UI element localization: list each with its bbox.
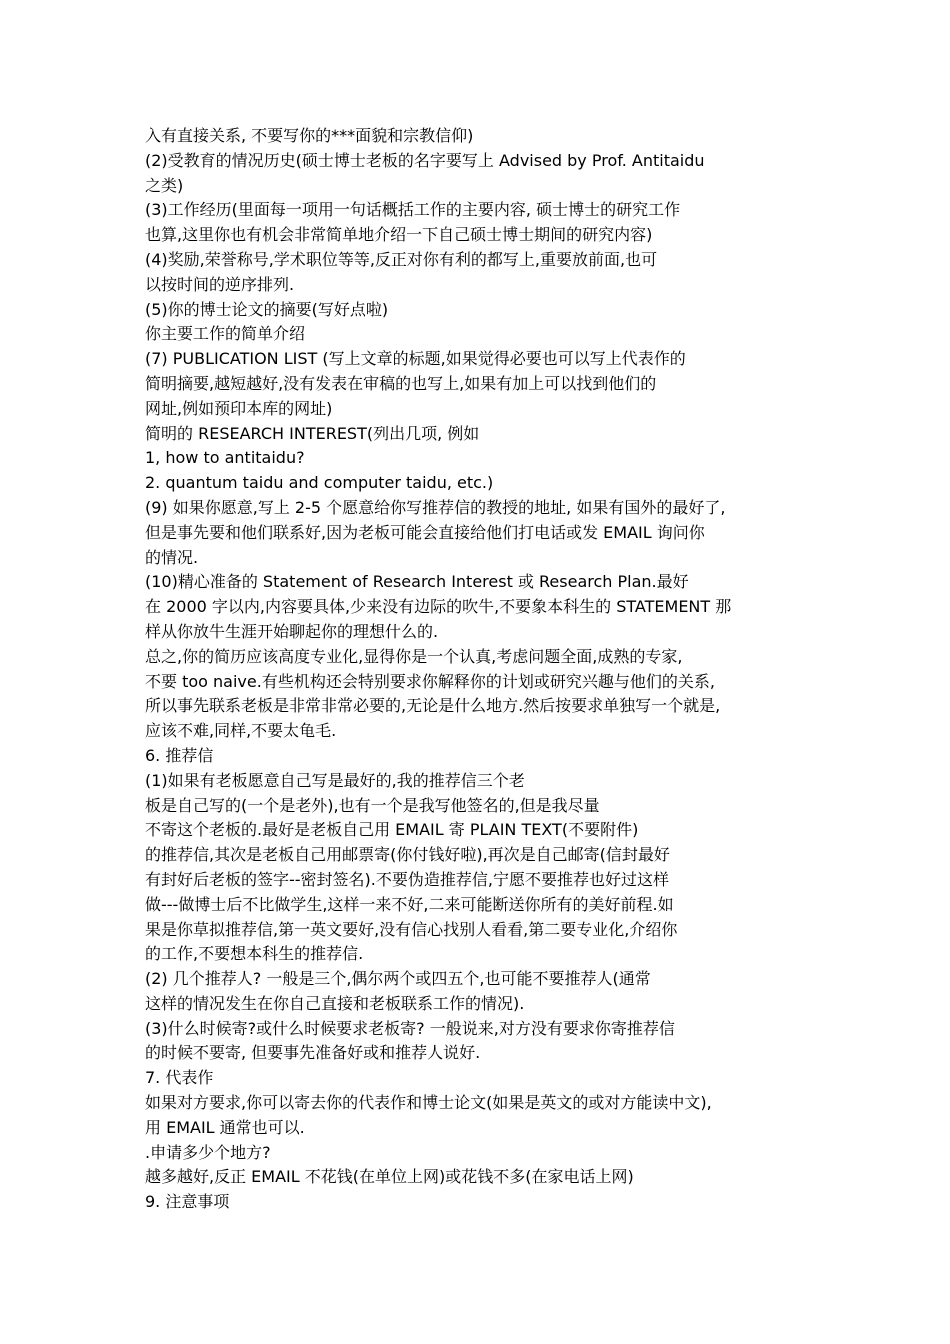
text-line: 越多越好,反正 EMAIL 不花钱(在单位上网)或花钱不多(在家电话上网) — [145, 1167, 634, 1187]
text-line: 不要 too naive.有些机构还会特别要求你解释你的计划或研究兴趣与他们的关系, — [145, 671, 715, 691]
section-heading: 7. 代表作 — [145, 1068, 214, 1088]
text-line: (9) 如果你愿意,写上 2-5 个愿意给你写推荐信的教授的地址, 如果有国外的最好了, — [145, 497, 726, 517]
document-body — [145, 124, 805, 1215]
text-line: 以按时间的逆序排列. — [145, 274, 295, 294]
text-line: (1)如果有老板愿意自己写是最好的,我的推荐信三个老 — [145, 770, 525, 790]
text-line: 1, how to antitaidu? — [145, 448, 305, 468]
text-line: 你主要工作的简单介绍 — [145, 324, 306, 344]
text-line: 做---做博士后不比做学生,这样一来不好,二来可能断送你所有的美好前程.如 — [145, 894, 674, 914]
text-line: 有封好后老板的签字--密封签名).不要伪造推荐信,宁愿不要推荐也好过这样 — [145, 869, 669, 889]
text-line: 但是事先要和他们联系好,因为老板可能会直接给他们打电话或发 EMAIL 询问你 — [145, 522, 705, 542]
section-heading: 6. 推荐信 — [145, 745, 214, 765]
text-line: 入有直接关系, 不要写你的***面貌和宗教信仰) — [145, 126, 474, 145]
text-line: 网址,例如预印本库的网址) — [145, 398, 333, 418]
section-heading: 9. 注意事项 — [145, 1192, 230, 1212]
text-line: 果是你草拟推荐信,第一英文要好,没有信心找别人看看,第二要专业化,介绍你 — [145, 919, 678, 939]
text-line: 这样的情况发生在你自己直接和老板联系工作的情况). — [145, 993, 525, 1013]
text-line: (10)精心准备的 Statement of Research Interest 或 Research Plan.最好 — [145, 572, 689, 592]
text-line: (5)你的博士论文的摘要(写好点啦) — [145, 299, 389, 319]
text-line: 应该不难,同样,不要太龟毛. — [145, 721, 337, 741]
text-line: 也算,这里你也有机会非常简单地介绍一下自己硕士博士期间的研究内容) — [145, 225, 653, 245]
text-line: 2. quantum taidu and computer taidu, etc.) — [145, 473, 494, 493]
text-line: 不寄这个老板的.最好是老板自己用 EMAIL 寄 PLAIN TEXT(不要附件) — [145, 820, 639, 840]
text-line: 的时候不要寄, 但要事先准备好或和推荐人说好. — [145, 1043, 481, 1063]
text-line: (2) 几个推荐人? 一般是三个,偶尔两个或四五个,也可能不要推荐人(通常 — [145, 969, 651, 989]
text-line: 的情况. — [145, 547, 199, 567]
text-line: 简明的 RESEARCH INTEREST(列出几项, 例如 — [145, 423, 480, 443]
text-line: 如果对方要求,你可以寄去你的代表作和博士论文(如果是英文的或对方能读中文), — [145, 1093, 712, 1113]
text-line: (4)奖励,荣誉称号,学术职位等等,反正对你有利的都写上,重要放前面,也可 — [145, 249, 658, 269]
section-heading: .申请多少个地方? — [145, 1142, 271, 1162]
text-line: 用 EMAIL 通常也可以. — [145, 1117, 305, 1137]
text-line: 的推荐信,其次是老板自己用邮票寄(你付钱好啦),再次是自己邮寄(信封最好 — [145, 845, 670, 865]
text-line: 在 2000 字以内,内容要具体,少来没有边际的吹牛,不要象本科生的 STATEMENT 那 — [145, 597, 732, 617]
text-line: (7) PUBLICATION LIST (写上文章的标题,如果觉得必要也可以写上代表作的 — [145, 349, 686, 369]
text-line: (3)工作经历(里面每一项用一句话概括工作的主要内容, 硕士博士的研究工作 — [145, 200, 681, 220]
text-line: (3)什么时候寄?或什么时候要求老板寄? 一般说来,对方没有要求你寄推荐信 — [145, 1018, 675, 1038]
text-line: 的工作,不要想本科生的推荐信. — [145, 944, 364, 964]
text-line: (2)受教育的情况历史(硕士博士老板的名字要写上 Advised by Prof. Antitaidu — [145, 150, 705, 170]
text-line: 样从你放牛生涯开始聊起你的理想什么的. — [145, 621, 439, 641]
text-line: 所以事先联系老板是非常非常必要的,无论是什么地方.然后按要求单独写一个就是, — [145, 696, 721, 716]
text-line: 之类) — [145, 175, 184, 195]
text-line: 总之,你的简历应该高度专业化,显得你是一个认真,考虑问题全面,成熟的专家, — [145, 646, 683, 666]
text-line: 简明摘要,越短越好,没有发表在审稿的也写上,如果有加上可以找到他们的 — [145, 373, 657, 393]
text-line: 板是自己写的(一个是老外),也有一个是我写他签名的,但是我尽量 — [145, 795, 600, 815]
